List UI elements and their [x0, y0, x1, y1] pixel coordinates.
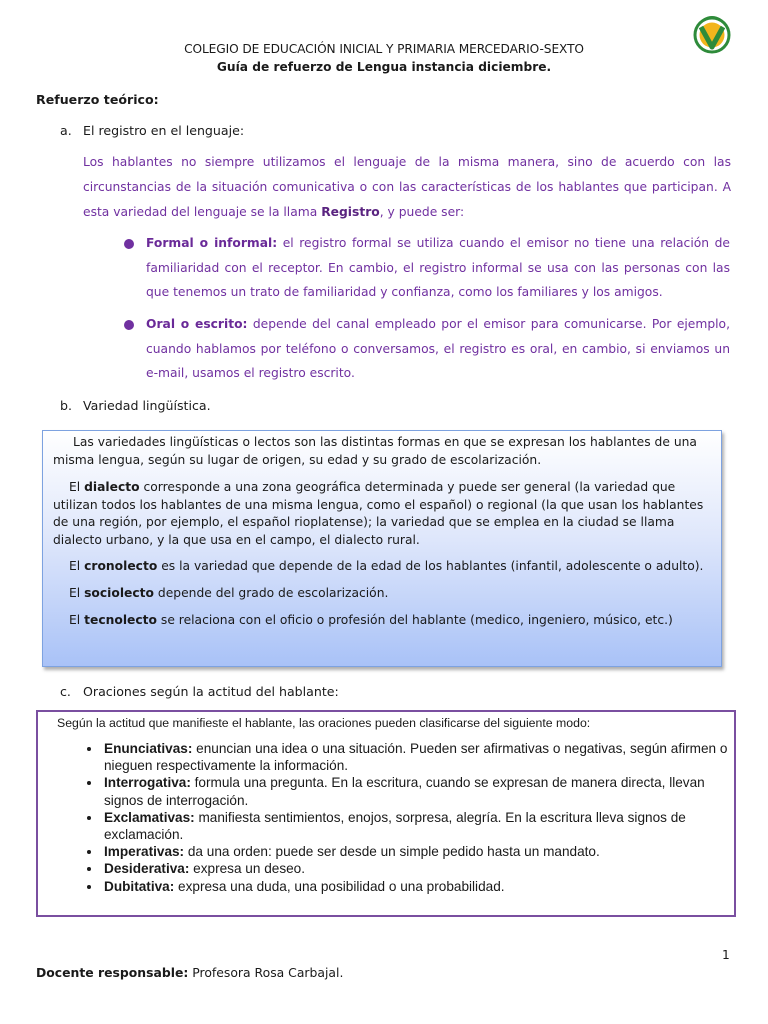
item-b-title: Variedad lingüística.	[83, 398, 211, 413]
oraciones-list	[72, 740, 732, 895]
footer-teacher: Docente responsable: Profesora Rosa Carbajal.	[36, 965, 344, 980]
item-a-marker: a.	[60, 123, 72, 138]
registro-paragraph: Los hablantes no siempre utilizamos el lenguaje de la misma manera, sino de acuerdo con las circunstancias de la situación comunicativa o con las características de los hablantes que participan. A esta variedad del lenguaje se la llama Registro, y puede ser:	[83, 155, 731, 219]
bullet-dot	[124, 320, 134, 330]
bullet-formal-informal: Formal o informal: el registro formal se utiliza cuando el emisor no tiene una relación de familiaridad con el receptor. En cambio, el registro informal se usa con las personas con las que tenemos un trato de familiaridad y confianza, como los familiares y los amigos.	[146, 236, 730, 299]
document-title: Guía de refuerzo de Lengua instancia diciembre.	[216, 60, 552, 74]
list-item: • Dubitativa: expresa una duda, una posibilidad o una probabilidad.	[102, 878, 732, 895]
list-item: • Desiderativa: expresa un deseo.	[102, 860, 732, 877]
list-item: • Exclamativas: manifiesta sentimientos, enojos, sorpresa, alegría. En la escritura lleva signos de exclamación.	[102, 809, 732, 843]
cronolecto-paragraph: El cronolecto es la variedad que depende de la edad de los hablantes (infantil, adolescente o adulto).	[69, 559, 704, 573]
list-item: • Interrogativa: formula una pregunta. En la escritura, cuando se expresan de manera directa, llevan signos de interrogación.	[102, 774, 732, 808]
oraciones-box	[36, 710, 736, 917]
bullet-oral-escrito: Oral o escrito: depende del canal empleado por el emisor para comunicarse. Por ejemplo, cuando hablamos por teléfono o conversamos, el registro es oral, en cambio, si enviamos un e-mail, usamos el registro escrito.	[146, 317, 730, 380]
school-name: COLEGIO DE EDUCACIÓN INICIAL Y PRIMARIA MERCEDARIO-SEXTO	[184, 42, 584, 56]
list-item: • Imperativas: da una orden: puede ser desde un simple pedido hasta un mandato.	[102, 843, 732, 860]
sociolecto-paragraph: El sociolecto depende del grado de escolarización.	[69, 586, 389, 600]
school-logo-icon	[692, 14, 732, 54]
section-title: Refuerzo teórico:	[36, 92, 159, 107]
tecnolecto-paragraph: El tecnolecto se relaciona con el oficio o profesión del hablante (medico, ingeniero, músico, etc.)	[69, 613, 673, 627]
variedad-linguistica-box	[42, 430, 722, 667]
variedades-paragraph: Las variedades lingüísticas o lectos son las distintas formas en que se expresan los hablantes de una misma lengua, según su lugar de origen, su edad y su grado de escolarización.	[53, 435, 697, 467]
oraciones-intro: Según la actitud que manifieste el hablante, las oraciones pueden clasificarse del siguiente modo:	[57, 716, 591, 730]
dialecto-paragraph: El dialecto corresponde a una zona geográfica determinada y puede ser general (la variedad que utilizan todos los hablantes de una misma lengua, como el español) o regional (la que usan los hablantes de una región, por ejemplo, el español rioplatense); la variedad que se emplea en la ciudad se llama dialecto urbano, y la que usa en el campo, el dialecto rural.	[53, 480, 704, 547]
item-c-title: Oraciones según la actitud del hablante:	[83, 684, 339, 699]
list-item: • Enunciativas: enuncian una idea o una situación. Pueden ser afirmativas o negativas, según afirmen o nieguen respectivamente la información.	[102, 740, 732, 774]
item-c-marker: c.	[60, 684, 71, 699]
item-b-marker: b.	[60, 398, 72, 413]
item-a-title: El registro en el lenguaje:	[83, 123, 245, 138]
bullet-dot	[124, 239, 134, 249]
page-number: 1	[722, 948, 730, 962]
